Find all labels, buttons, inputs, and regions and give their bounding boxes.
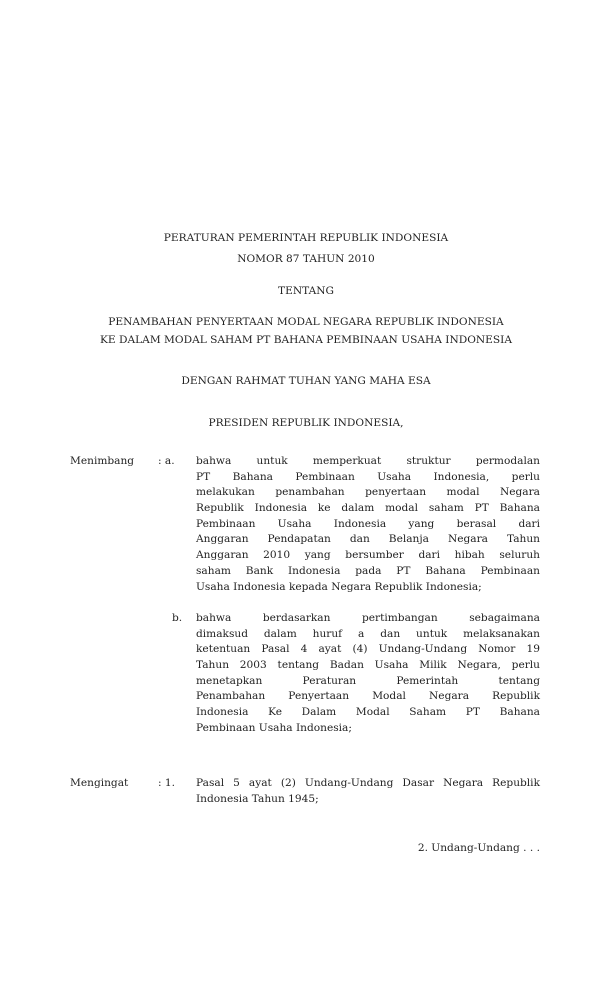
about-label: TENTANG (278, 285, 334, 297)
mengingat-label: Mengingat (70, 777, 129, 789)
text-line: Usaha Indonesia kepada Negara Republik Indonesia; (196, 580, 482, 593)
text-line: Penambahan Penyertaan Modal Negara Republik (196, 690, 540, 703)
menimbang-marker-a: : a. (158, 455, 175, 467)
text-line: bahwa untuk memperkuat struktur permodalan (196, 455, 540, 467)
menimbang-label: Menimbang (70, 455, 135, 467)
text-line: melakukan penambahan penyertaan modal Negara (196, 486, 540, 499)
subject-line-2: KE DALAM MODAL SAHAM PT BAHANA PEMBINAAN USAHA INDONESIA (99, 334, 513, 346)
mengingat-marker-1: : 1. (158, 777, 176, 789)
regulation-title: PERATURAN PEMERINTAH REPUBLIK INDONESIA (163, 232, 449, 244)
text-line: Pasal 5 ayat (2) Undang-Undang Dasar Negara Republik (196, 777, 540, 789)
text-line: Anggaran 2010 yang bersumber dari hibah seluruh (196, 549, 540, 562)
president-heading: PRESIDEN REPUBLIK INDONESIA, (208, 417, 404, 429)
menimbang-item-a (196, 454, 540, 595)
page-continuation: 2. Undang-Undang . . . (417, 842, 540, 854)
text-line: PT Bahana Pembinaan Usaha Indonesia, perlu (196, 470, 540, 483)
text-line: bahwa berdasarkan pertimbangan sebagaimana (196, 612, 540, 624)
text-line: Indonesia Tahun 1945; (196, 792, 319, 805)
text-line: Indonesia Ke Dalam Modal Saham PT Bahana (196, 706, 540, 719)
blessing: DENGAN RAHMAT TUHAN YANG MAHA ESA (181, 375, 431, 387)
menimbang-marker-b: b. (172, 612, 183, 624)
text-line: ketentuan Pasal 4 ayat (4) Undang-Undang Nomor 19 (196, 643, 540, 656)
text-line: Republik Indonesia ke dalam modal saham PT Bahana (196, 502, 540, 515)
subject-line-1: PENAMBAHAN PENYERTAAN MODAL NEGARA REPUBLIK INDONESIA (108, 316, 504, 328)
text-line: Pembinaan Usaha Indonesia; (196, 721, 352, 734)
text-line: dimaksud dalam huruf a dan untuk melaksanakan (196, 627, 540, 640)
menimbang-item-b (196, 611, 540, 737)
text-line: saham Bank Indonesia pada PT Bahana Pembinaan (196, 564, 540, 577)
text-line: Anggaran Pendapatan dan Belanja Negara Tahun (196, 533, 540, 546)
text-line: Tahun 2003 tentang Badan Usaha Milik Negara, perlu (196, 659, 540, 672)
regulation-number: NOMOR 87 TAHUN 2010 (237, 253, 375, 265)
text-line: Pembinaan Usaha Indonesia yang berasal dari (196, 517, 540, 530)
text-line: menetapkan Peraturan Pemerintah tentang (196, 674, 540, 687)
mengingat-item-1 (196, 776, 540, 807)
